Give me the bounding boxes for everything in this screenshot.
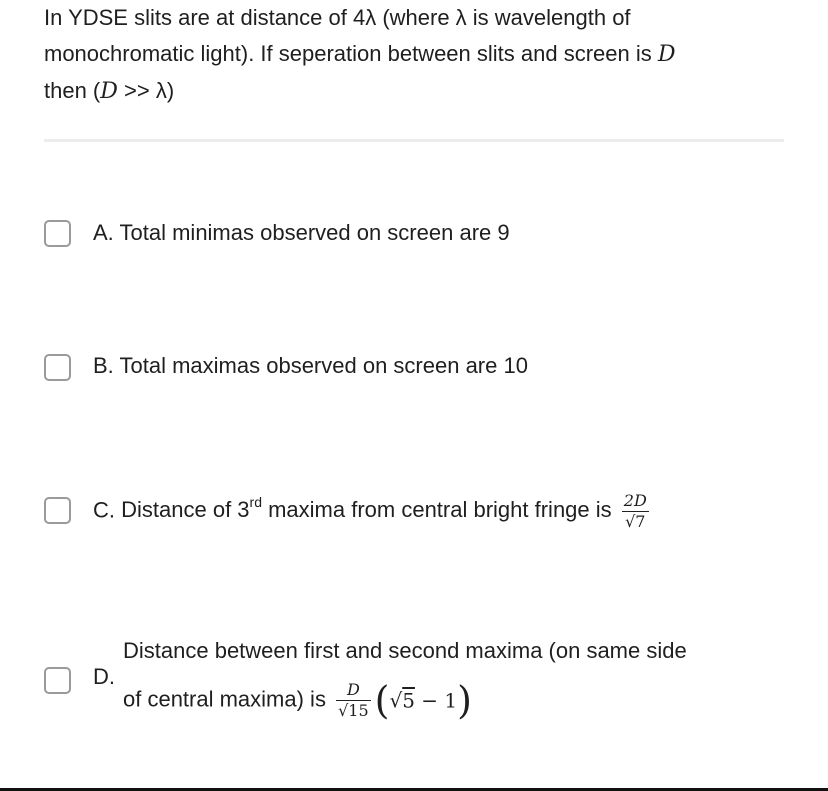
option-d-letter: D. xyxy=(93,664,115,689)
option-c[interactable] xyxy=(93,489,653,532)
option-d-expression: √5 − 1 xyxy=(389,688,458,713)
option-d-open-paren: ( xyxy=(374,678,390,723)
option-c-fraction xyxy=(622,491,649,532)
option-a-letter: A. xyxy=(93,220,114,245)
option-c-checkbox[interactable] xyxy=(44,497,71,524)
option-b-letter: B. xyxy=(93,353,114,378)
option-d-line-1[interactable]: Distance between first and second maxima (on same side xyxy=(123,638,687,663)
option-c-frac-den: √7 xyxy=(622,511,649,532)
option-c-label: Distance of 3rd maxima from central bright fringe is xyxy=(121,494,612,523)
option-b-label: Total maximas observed on screen are 10 xyxy=(119,353,528,378)
option-d-line-2-text: of central maxima) is xyxy=(123,686,326,712)
option-a[interactable] xyxy=(93,218,510,248)
option-d-frac-num: D xyxy=(346,680,360,699)
option-a-label: Total minimas observed on screen are 9 xyxy=(119,220,510,245)
question-line-2: monochromatic light). If seperation between slits and screen is D xyxy=(44,41,676,67)
option-a-checkbox[interactable] xyxy=(44,220,71,247)
option-d-fraction xyxy=(336,680,371,721)
option-b-checkbox[interactable] xyxy=(44,354,71,381)
option-d-close-paren: ) xyxy=(457,678,472,723)
option-d-checkbox[interactable] xyxy=(44,667,71,694)
option-b[interactable] xyxy=(93,351,528,381)
option-c-frac-num: 2D xyxy=(623,491,647,511)
question-line-3: then (D >> λ) xyxy=(44,78,175,104)
question-line-1: In YDSE slits are at distance of 4λ (where λ is wavelength of xyxy=(44,5,631,30)
option-d-line-2[interactable] xyxy=(123,680,472,721)
option-c-letter: C. xyxy=(93,497,115,523)
question-text xyxy=(44,0,784,110)
question-divider xyxy=(44,139,784,142)
option-d-frac-den: √15 xyxy=(338,701,369,720)
